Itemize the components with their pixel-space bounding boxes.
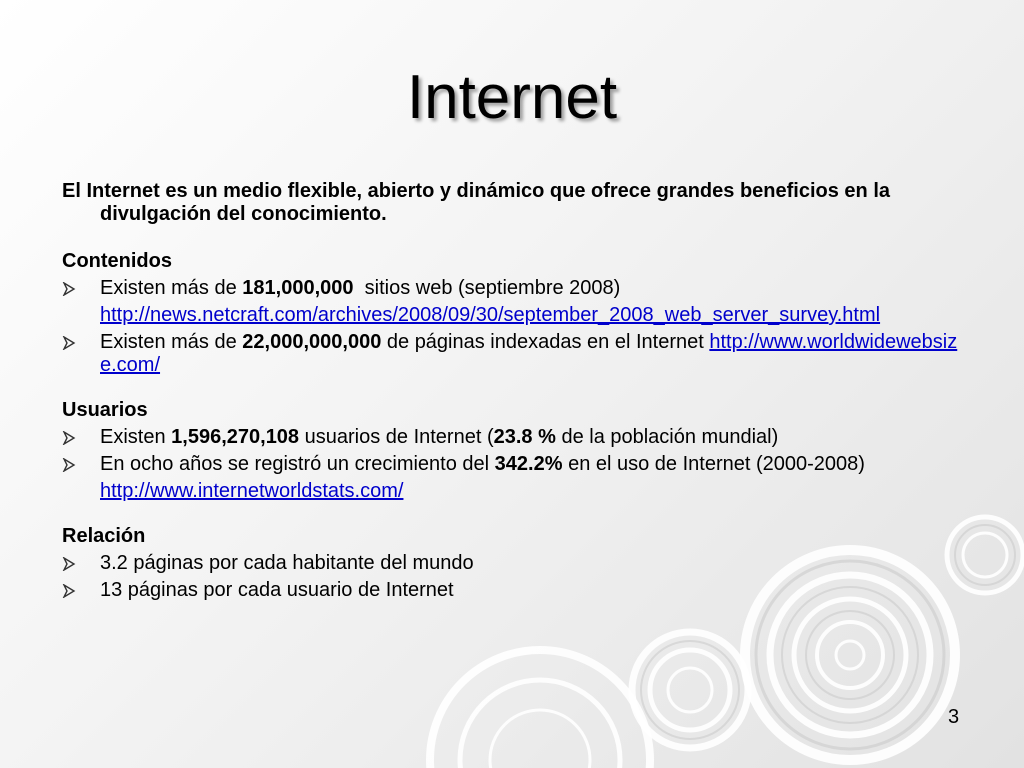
link-line xyxy=(62,480,962,503)
item-text: En ocho años se registró un crecimiento del xyxy=(100,453,495,475)
list-item xyxy=(62,426,962,449)
spacer xyxy=(62,503,962,525)
arrow-bullet-icon xyxy=(62,584,76,598)
spacer xyxy=(62,377,962,399)
item-bold-value: 181,000,000 xyxy=(242,277,354,299)
item-bold-value: 23.8 % xyxy=(493,426,556,448)
arrow-bullet-icon xyxy=(62,336,76,350)
item-text: 3.2 páginas por cada habitante del mundo xyxy=(100,552,474,574)
netcraft-link[interactable]: http://news.netcraft.com/archives/2008/09/30/september_2008_web_server_survey.html xyxy=(100,304,881,326)
contenidos-list-2 xyxy=(62,331,962,377)
item-text: Existen xyxy=(100,426,172,448)
internetworldstats-link[interactable]: http://www.internetworldstats.com/ xyxy=(100,480,404,502)
worldwidewebsize-link[interactable]: http://www.worldwidewebsize.com/ xyxy=(100,331,958,376)
item-bold-value: 1,596,270,108 xyxy=(171,426,300,448)
arrow-bullet-icon xyxy=(62,282,76,296)
relacion-list xyxy=(62,552,962,602)
item-text: en el uso de Internet (2000-2008) xyxy=(562,453,865,475)
list-item xyxy=(62,277,962,300)
item-text: Existen más de xyxy=(100,331,243,353)
intro-paragraph: El Internet es un medio flexible, abierto y dinámico que ofrece grandes beneficios en la divulgación del conocimiento. xyxy=(62,180,890,225)
page-number: 3 xyxy=(948,706,960,728)
contenidos-list xyxy=(62,277,962,300)
item-text: 13 páginas por cada usuario de Internet xyxy=(100,579,454,601)
list-item xyxy=(62,552,962,575)
section-heading-relacion: Relación xyxy=(62,525,146,547)
section-heading-usuarios: Usuarios xyxy=(62,399,148,421)
arrow-bullet-icon xyxy=(62,458,76,472)
slide-title: Internet xyxy=(406,63,618,132)
item-text: sitios web (septiembre 2008) xyxy=(353,277,621,299)
list-item xyxy=(62,579,962,602)
usuarios-list xyxy=(62,426,962,476)
slide-content xyxy=(62,180,962,602)
link-line xyxy=(62,304,962,327)
item-text: de la población mundial) xyxy=(555,426,779,448)
arrow-bullet-icon xyxy=(62,431,76,445)
item-text: de páginas indexadas en el Internet xyxy=(381,331,710,353)
list-item xyxy=(62,331,962,377)
arrow-bullet-icon xyxy=(62,557,76,571)
section-heading-contenidos: Contenidos xyxy=(62,250,172,272)
item-bold-value: 342.2% xyxy=(494,453,563,475)
list-item xyxy=(62,453,962,476)
item-bold-value: 22,000,000,000 xyxy=(242,331,382,353)
item-text: usuarios de Internet ( xyxy=(299,426,494,448)
item-text: Existen más de xyxy=(100,277,243,299)
